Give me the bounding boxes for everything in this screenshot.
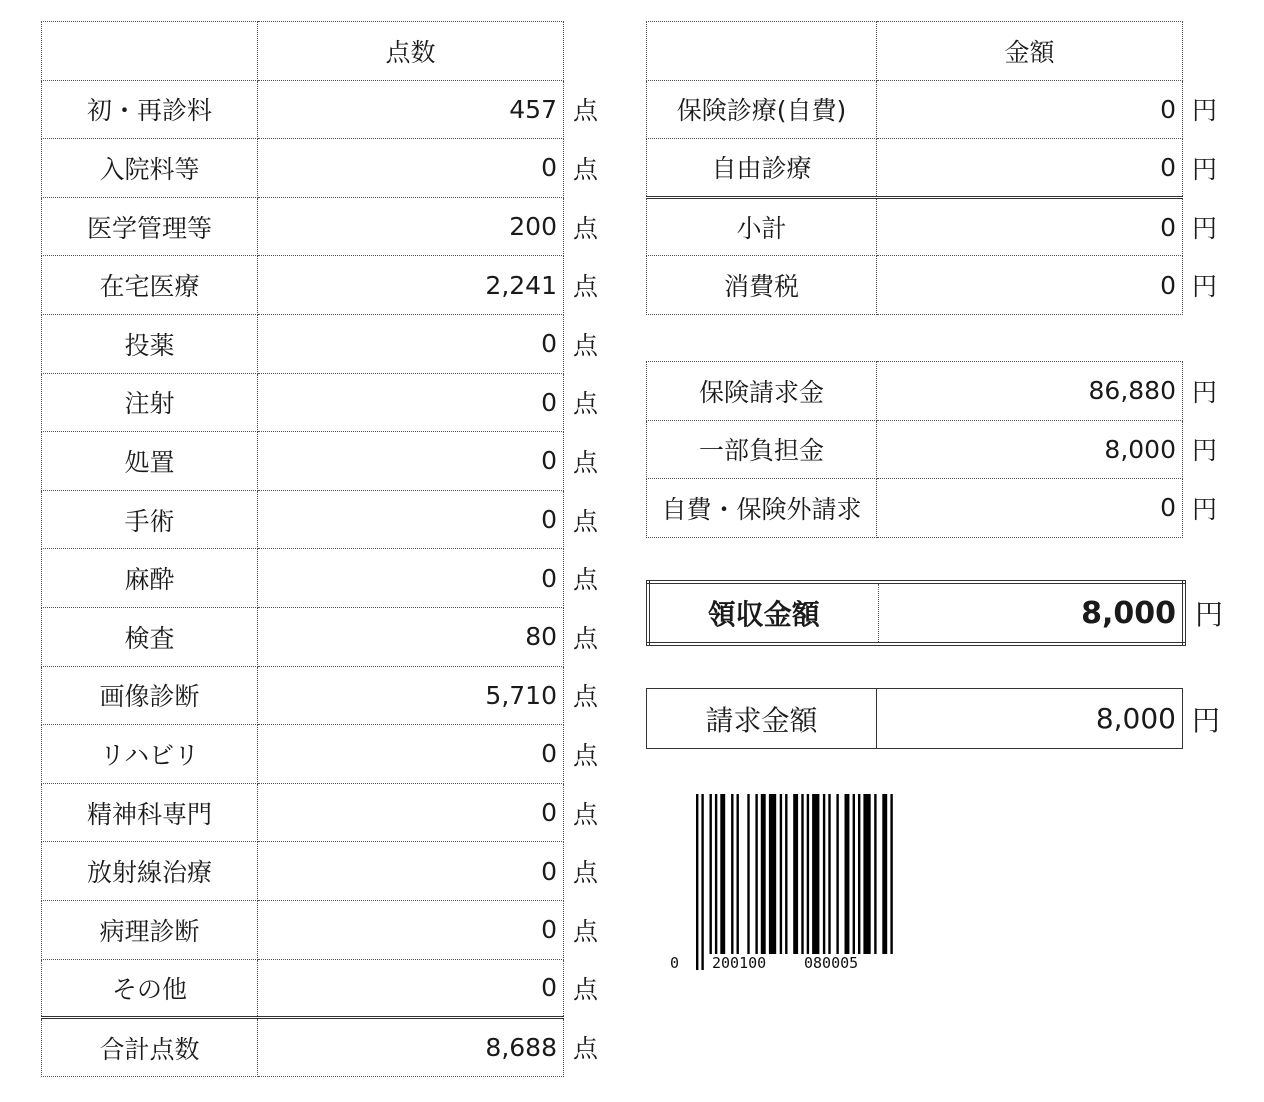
barcode-bar xyxy=(785,794,787,954)
billing-value: 8,000 xyxy=(877,689,1183,749)
barcode-bar xyxy=(801,794,803,954)
points-unit: 点 xyxy=(573,213,599,243)
points-row-value: 80 xyxy=(258,607,564,666)
amount-table xyxy=(646,21,1233,315)
points-row-label: その他 xyxy=(42,959,258,1018)
claim-row-label: 自費・保険外請求 xyxy=(647,479,877,538)
points-row-label: 病理診断 xyxy=(42,900,258,959)
barcode xyxy=(666,790,896,980)
points-row-value: 0 xyxy=(258,549,564,608)
amount-header: 金額 xyxy=(877,22,1183,81)
points-header: 点数 xyxy=(258,22,564,81)
amount-row-label: 消費税 xyxy=(647,256,877,315)
receipt-label: 領収金額 xyxy=(648,582,878,644)
points-row-label: 初・再診料 xyxy=(42,80,258,139)
points-unit: 点 xyxy=(573,447,599,477)
points-row-label: 投薬 xyxy=(42,314,258,373)
points-row xyxy=(42,314,614,373)
points-row-value: 0 xyxy=(258,314,564,373)
points-row-label: 精神科専門 xyxy=(42,783,258,842)
amount-header-row xyxy=(647,22,1233,81)
claim-row xyxy=(647,362,1233,421)
points-row-value: 0 xyxy=(258,725,564,784)
points-row-label: 医学管理等 xyxy=(42,197,258,256)
barcode-bar xyxy=(858,794,860,954)
yen-unit: 円 xyxy=(1192,272,1218,302)
points-row-value: 0 xyxy=(258,959,564,1018)
points-row-value: 0 xyxy=(258,783,564,842)
points-row xyxy=(42,256,614,315)
points-row-label: 画像診断 xyxy=(42,666,258,725)
points-unit: 点 xyxy=(573,799,599,829)
points-total-row xyxy=(42,1018,614,1077)
points-row-label: 入院料等 xyxy=(42,139,258,198)
points-row-label: 検査 xyxy=(42,607,258,666)
points-header-blank xyxy=(42,22,258,81)
amount-row-label: 自由診療 xyxy=(647,139,877,198)
barcode-guard-bar xyxy=(696,794,698,970)
receipt-value: 8,000 xyxy=(878,582,1184,644)
amount-row-value: 0 xyxy=(877,139,1183,198)
points-row-value: 0 xyxy=(258,842,564,901)
claim-row xyxy=(647,479,1233,538)
barcode-bar xyxy=(845,794,850,954)
points-row xyxy=(42,959,614,1018)
barcode-bar xyxy=(812,794,819,954)
points-unit: 点 xyxy=(573,1034,599,1064)
points-row-value: 200 xyxy=(258,197,564,256)
barcode-bar xyxy=(761,794,766,954)
points-unit: 点 xyxy=(573,858,599,888)
points-row xyxy=(42,432,614,491)
claim-row-label: 保険請求金 xyxy=(647,362,877,421)
points-row-label: リハビリ xyxy=(42,725,258,784)
receipt-row xyxy=(648,582,1234,644)
points-row xyxy=(42,197,614,256)
barcode-bar xyxy=(731,794,733,954)
amount-row-label: 保険診療(自費) xyxy=(647,80,877,139)
barcode-bar xyxy=(780,794,782,954)
amount-header-blank xyxy=(647,22,877,81)
amount-row-value: 0 xyxy=(877,256,1183,315)
amount-row xyxy=(647,256,1233,315)
claim-row-value: 0 xyxy=(877,479,1183,538)
barcode-bar xyxy=(715,794,717,954)
barcode-bar xyxy=(890,794,892,954)
barcode-bar xyxy=(836,794,838,954)
points-header-unit-blank xyxy=(564,22,614,81)
yen-unit: 円 xyxy=(1192,213,1218,243)
barcode-bar xyxy=(823,794,825,954)
yen-unit: 円 xyxy=(1192,96,1218,126)
points-row-label: 放射線治療 xyxy=(42,842,258,901)
points-total-label: 合計点数 xyxy=(42,1018,258,1077)
amount-row xyxy=(647,139,1233,198)
barcode-bar xyxy=(747,794,749,954)
points-header-row xyxy=(42,22,614,81)
claim-table xyxy=(646,361,1233,538)
barcode-bar xyxy=(874,794,876,954)
claim-row-label: 一部負担金 xyxy=(647,420,877,479)
amount-header-unit-blank xyxy=(1183,22,1233,81)
yen-unit: 円 xyxy=(1192,494,1218,524)
points-row-value: 0 xyxy=(258,490,564,549)
points-unit: 点 xyxy=(573,272,599,302)
receipt-table xyxy=(646,580,1234,646)
barcode-bar xyxy=(863,794,870,954)
amount-subtotal-row xyxy=(647,197,1233,256)
points-unit: 点 xyxy=(573,154,599,184)
points-unit: 点 xyxy=(573,330,599,360)
claim-row-value: 86,880 xyxy=(877,362,1183,421)
points-row-value: 457 xyxy=(258,80,564,139)
points-unit: 点 xyxy=(573,389,599,419)
amount-row-value: 0 xyxy=(877,197,1183,256)
barcode-digit-left: 0 xyxy=(670,954,680,972)
claim-row xyxy=(647,420,1233,479)
barcode-bar xyxy=(793,794,798,954)
barcode-bar xyxy=(807,794,809,954)
points-row xyxy=(42,373,614,432)
billing-table xyxy=(646,688,1233,749)
barcode-bar xyxy=(882,794,887,954)
points-row xyxy=(42,80,614,139)
yen-unit: 円 xyxy=(1192,436,1218,466)
points-row-value: 0 xyxy=(258,900,564,959)
points-unit: 点 xyxy=(573,565,599,595)
barcode-guard-bar xyxy=(701,794,703,970)
amount-row xyxy=(647,80,1233,139)
barcode-bar xyxy=(737,794,739,954)
barcode-bars xyxy=(696,794,896,970)
barcode-bar xyxy=(755,794,757,954)
points-unit: 点 xyxy=(573,975,599,1005)
barcode-bar xyxy=(853,794,855,954)
points-row-label: 処置 xyxy=(42,432,258,491)
points-unit: 点 xyxy=(573,682,599,712)
barcode-bar xyxy=(828,794,830,954)
points-unit: 点 xyxy=(573,623,599,653)
billing-row xyxy=(647,689,1233,749)
points-total-value: 8,688 xyxy=(258,1018,564,1077)
points-row-value: 0 xyxy=(258,432,564,491)
billing-label: 請求金額 xyxy=(647,689,877,749)
points-row-label: 手術 xyxy=(42,490,258,549)
barcode-digit-group-2: 080005 xyxy=(804,954,859,972)
points-row xyxy=(42,607,614,666)
barcode-bar xyxy=(769,794,776,954)
points-row xyxy=(42,490,614,549)
claim-row-value: 8,000 xyxy=(877,420,1183,479)
points-unit: 点 xyxy=(573,740,599,770)
points-row-value: 5,710 xyxy=(258,666,564,725)
barcode-digit-group-1: 200100 xyxy=(712,954,767,972)
points-table xyxy=(41,21,614,1077)
yen-unit: 円 xyxy=(1195,598,1224,631)
points-row-label: 麻酔 xyxy=(42,549,258,608)
yen-unit: 円 xyxy=(1192,377,1218,407)
points-unit: 点 xyxy=(573,506,599,536)
points-row xyxy=(42,783,614,842)
points-row-label: 在宅医療 xyxy=(42,256,258,315)
points-row xyxy=(42,900,614,959)
points-row xyxy=(42,666,614,725)
points-unit: 点 xyxy=(573,916,599,946)
points-row-value: 2,241 xyxy=(258,256,564,315)
amount-row-label: 小計 xyxy=(647,197,877,256)
points-row xyxy=(42,842,614,901)
barcode-bar xyxy=(710,794,712,954)
points-row-value: 0 xyxy=(258,373,564,432)
points-row xyxy=(42,139,614,198)
points-row xyxy=(42,725,614,784)
yen-unit: 円 xyxy=(1192,154,1218,184)
points-row-label: 注射 xyxy=(42,373,258,432)
barcode-bar xyxy=(720,794,725,954)
yen-unit: 円 xyxy=(1192,703,1221,737)
points-row xyxy=(42,549,614,608)
points-row-value: 0 xyxy=(258,139,564,198)
amount-row-value: 0 xyxy=(877,80,1183,139)
points-unit: 点 xyxy=(573,96,599,126)
